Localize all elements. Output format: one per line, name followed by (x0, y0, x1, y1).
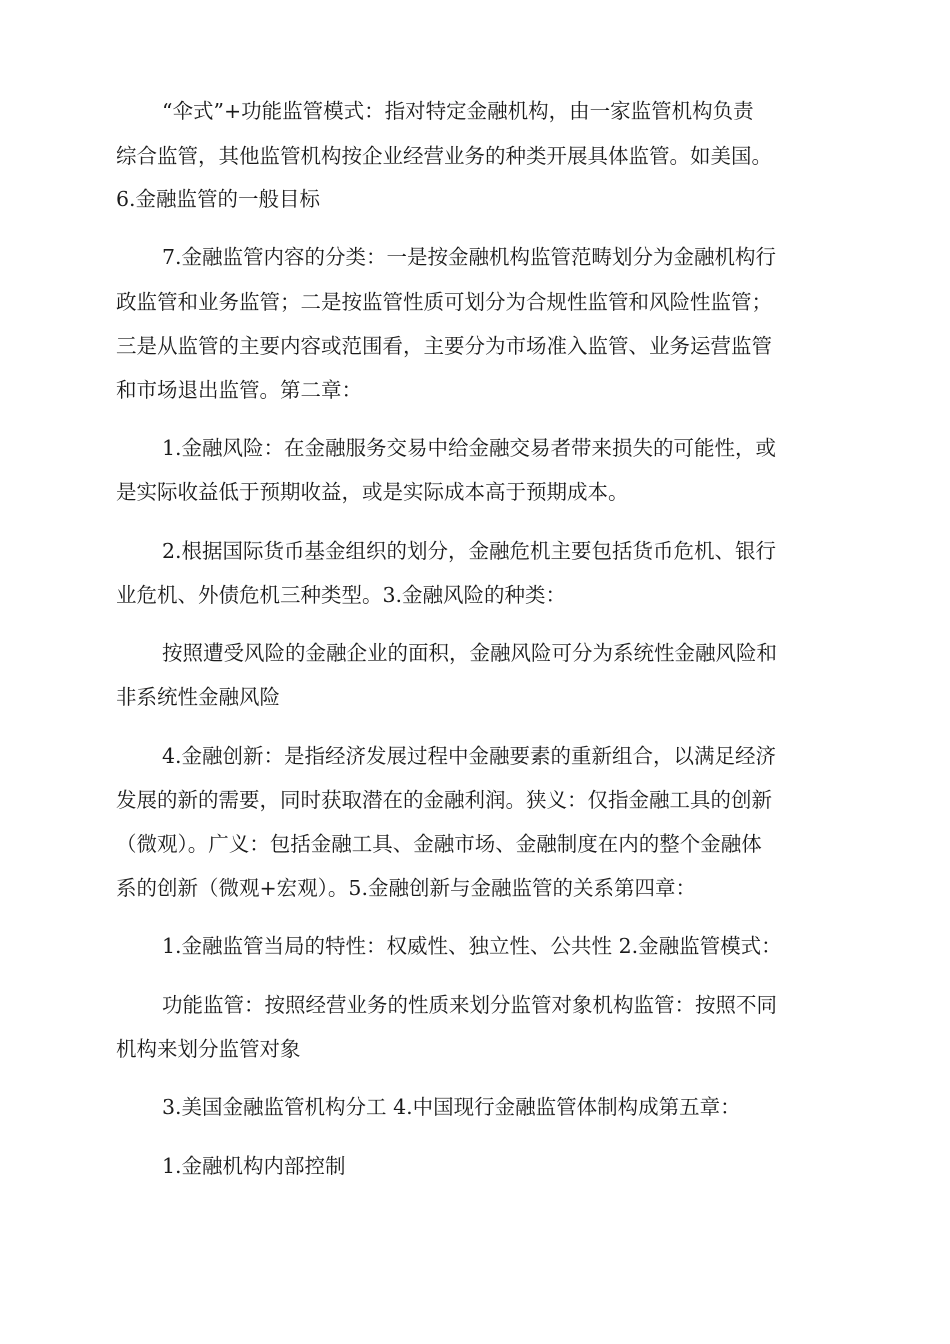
text-line: 1.金融监管当局的特性：权威性、独立性、公共性 2.金融监管模式： (162, 934, 782, 958)
text-line: 6.金融监管的一般目标 (116, 187, 321, 211)
text-line: 7.金融监管内容的分类：一是按金融机构监管范畴划分为金融机构行 (162, 245, 777, 269)
text-line: 2.根据国际货币基金组织的划分，金融危机主要包括货币危机、银行 (162, 539, 777, 563)
text-line: 综合监管，其他监管机构按企业经营业务的种类开展具体监管。如美国。 (116, 144, 772, 168)
text-line: 3.美国金融监管机构分工 4.中国现行金融监管体制构成第五章： (162, 1095, 741, 1119)
text-line: （微观）。广义：包括金融工具、金融市场、金融制度在内的整个金融体 (116, 832, 762, 856)
text-line: 业危机、外债危机三种类型。3.金融风险的种类： (116, 583, 567, 607)
text-line: 是实际收益低于预期收益，或是实际成本高于预期成本。 (116, 480, 629, 504)
text-line: 三是从监管的主要内容或范围看，主要分为市场准入监管、业务运营监管 (116, 334, 772, 358)
text-line: 发展的新的需要，同时获取潜在的金融利润。狭义：仅指金融工具的创新 (116, 788, 772, 812)
text-line: 和市场退出监管。第二章： (116, 378, 362, 402)
text-line: 非系统性金融风险 (116, 685, 280, 709)
text-line: 1.金融风险：在金融服务交易中给金融交易者带来损失的可能性，或 (162, 436, 777, 460)
text-line: “伞式”+功能监管模式：指对特定金融机构，由一家监管机构负责 (162, 99, 754, 123)
text-line: 功能监管：按照经营业务的性质来划分监管对象机构监管：按照不同 (162, 993, 777, 1017)
text-line: 政监管和业务监管；二是按监管性质可划分为合规性监管和风险性监管； (116, 290, 772, 314)
text-line: 机构来划分监管对象 (116, 1037, 301, 1061)
text-line: 系的创新（微观+宏观）。5.金融创新与金融监管的关系第四章： (116, 876, 696, 900)
text-line: 按照遭受风险的金融企业的面积，金融风险可分为系统性金融风险和 (162, 641, 777, 665)
text-line: 4.金融创新：是指经济发展过程中金融要素的重新组合，以满足经济 (162, 744, 777, 768)
text-line: 1.金融机构内部控制 (162, 1154, 346, 1178)
